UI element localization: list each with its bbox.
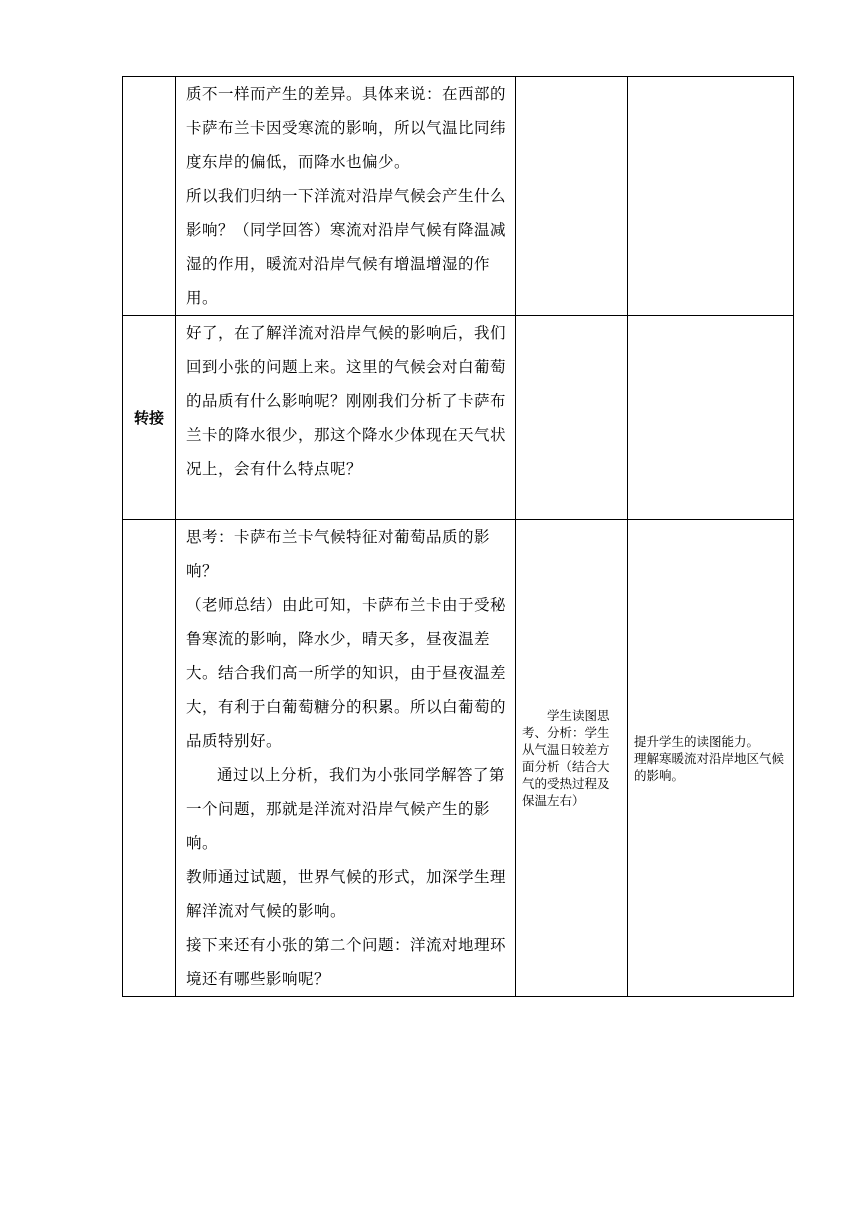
paragraph: 思考：卡萨布兰卡气候特征对葡萄品质的影响？ bbox=[186, 528, 491, 580]
row-label bbox=[123, 520, 176, 997]
row-label bbox=[123, 77, 176, 316]
paragraph: 所以我们归纳一下洋流对沿岸气候会产生什么影响？（同学回答）寒流对沿岸气候有降温减湿的作用，暖流对沿岸气候有增温增湿的作用。 bbox=[186, 187, 507, 307]
paragraph: 通过以上分析，我们为小张同学解答了第一个问题，那就是洋流对沿岸气候产生的影响。 bbox=[186, 766, 506, 852]
student-activity-cell bbox=[516, 77, 628, 316]
student-activity-cell bbox=[516, 520, 628, 997]
paragraph: （老师总结）由此可知，卡萨布兰卡由于受秘鲁寒流的影响，降水少，晴天多，昼夜温差大。结合我们高一所学的知识，由于昼夜温差大，有利于白葡萄糖分的积累。所以白葡萄的品质特别好。 bbox=[186, 596, 507, 750]
teacher-activity-cell bbox=[176, 77, 516, 316]
paragraph: 教师通过试题，世界气候的形式，加深学生理解洋流对气候的影响。 bbox=[186, 868, 507, 920]
table-row bbox=[123, 520, 794, 997]
paragraph: 接下来还有小张的第二个问题：洋流对地理环境还有哪些影响呢？ bbox=[186, 936, 507, 988]
teacher-activity-cell bbox=[176, 316, 516, 520]
lesson-plan-table bbox=[122, 76, 794, 997]
paragraph: 好了，在了解洋流对沿岸气候的影响后，我们回到小张的问题上来。这里的气候会对白葡萄的品质有什么影响呢？刚刚我们分析了卡萨布兰卡的降水很少，那这个降水少体现在天气状况上，会有什么特点呢？ bbox=[186, 324, 507, 478]
purpose-text: 提升学生的读图能力。 bbox=[634, 733, 760, 749]
table-row bbox=[123, 316, 794, 520]
row-label: 转接 bbox=[123, 316, 176, 520]
design-purpose-cell bbox=[628, 316, 794, 520]
design-purpose-cell bbox=[628, 77, 794, 316]
design-purpose-cell bbox=[628, 520, 794, 997]
student-activity-cell bbox=[516, 316, 628, 520]
table-row bbox=[123, 77, 794, 316]
student-activity-text: 学生读图思考、分析：学生从气温日较差方面分析（结合大气的受热过程及保温左右） bbox=[522, 708, 610, 808]
purpose-text: 理解寒暖流对沿岸地区气候的影响。 bbox=[634, 750, 785, 783]
teacher-activity-cell bbox=[176, 520, 516, 997]
paragraph: 质不一样而产生的差异。具体来说：在西部的卡萨布兰卡因受寒流的影响，所以气温比同纬度东岸的偏低，而降水也偏少。 bbox=[186, 85, 507, 171]
